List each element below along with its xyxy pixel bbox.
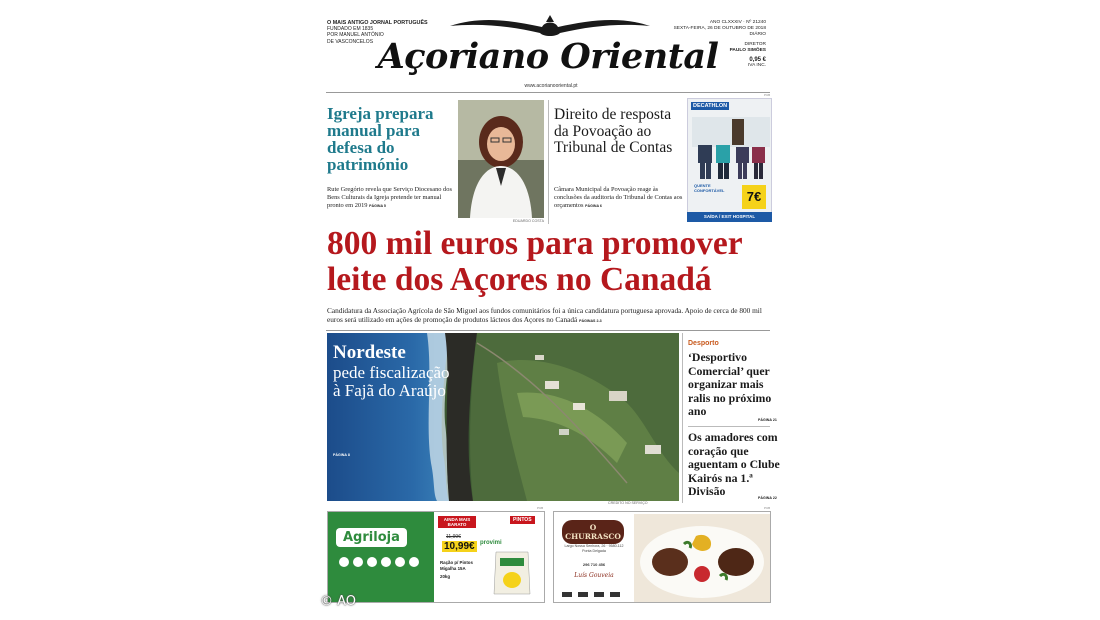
sport-story1-title[interactable]: ‘Desportivo Comercial’ quer organizar mais ralis no próximo ano [688,350,772,418]
story2-page-ref: PÁGINA 6 [585,204,602,208]
agriloja-badge: PINTOS [510,516,535,524]
story2-title[interactable]: Direito de resposta da Povoação ao Tribunal de Contas [554,106,673,156]
sidebar-divider [682,333,683,503]
feature-subtitle[interactable]: pede fiscalização à Fajã do Araújo [333,363,450,400]
feature-photo-credit: CREDITO NO SERVIÇO [608,501,648,505]
main-lead [327,306,777,326]
churrasco-phone: 296 710 456 [582,562,606,567]
director-label: DIRETOR [744,41,766,47]
sport-story1-page-ref: PÁGINA 21 [758,418,777,422]
story1-page-ref: PÁGINA 5 [369,204,386,208]
story1-photo-credit: EDUARDO COSTA [512,219,544,223]
masthead-right-info [656,20,766,69]
decathlon-offer: QUENTE CONFORTÁVEL [694,183,725,193]
edition-date: SEXTA-FEIRA, 26 DE OUTUBRO DE 2018 [673,26,766,32]
tracksuits-image [692,117,770,181]
director-name: PAULO SIMÕES [729,47,766,53]
copyright-watermark: © AO [320,594,357,609]
agriloja-ad[interactable] [327,511,545,603]
feed-bag-icon [492,548,532,596]
churrasco-signature: Luís Gouveia [574,572,614,579]
sport-story2-page-ref: PÁGINA 22 [758,496,777,500]
masthead-title[interactable]: Açoriano Oriental [377,36,719,77]
main-lead-text: Candidatura da Associação Agrícola de São Miguel aos fundos comunitários foi a única candidatura portuguesa aprovada. Apoio de cerca de 800 mil euros será utilizado em ações de promoção de produtos lácteos dos Açores no Canadá [327,306,762,324]
story1-title[interactable]: Igreja prepara manual para defesa do património [327,104,434,174]
sport-story2-title[interactable]: Os amadores com coração que aguentam o Clube Kairós na 1.ª Divisão [688,430,780,498]
sport-category[interactable]: Desporto [688,340,719,347]
pub-label-1: PUB [764,93,771,97]
price-note: IVA INC. [747,63,766,69]
agriloja-promo-label: AINDA MAIS BARATO [438,516,476,528]
cover-price: 0,95 € [749,57,766,64]
story1-summary [327,186,457,210]
pub-label-3: PUB [764,506,771,510]
newspaper-front-page [318,12,784,612]
masthead-founded-3: DE VASCONCELOS [327,38,374,45]
agriloja-old-price: 11,99€ [446,534,461,540]
agriloja-logo: Agriloja [336,528,407,547]
agriloja-price: 10,99€ [444,541,475,552]
main-headline[interactable]: 800 mil euros para promover leite dos Açores no Canadá [327,225,743,298]
churrasco-logo: O CHURRASCO [562,520,624,544]
story1-summary-text: Rute Gregório revela que Serviço Diocesano dos Bens Culturais da Igreja pretende ter manual pronto em 2019 [327,186,452,209]
meat-icons [560,590,630,599]
main-page-ref: PÁGINAS 2-3 [579,319,602,323]
animal-icons [338,556,426,568]
agriloja-product-desc: Ração p/ Pintos Migalha 15A [440,560,473,571]
masthead-divider [326,92,770,93]
portrait-image [458,100,544,218]
feature-page-ref: PÁGINA 8 [333,453,350,457]
edition-number: ANO CLXXXIV · Nº 21240 [709,20,766,25]
sidebar-rule [688,426,770,427]
pub-label-2: PUB [537,506,544,510]
decathlon-footer: SAÍDA / EXIT HOSPITAL [687,212,772,222]
decathlon-price: 7€ [742,185,766,209]
dish-photo [634,514,770,602]
decathlon-ad[interactable] [687,98,772,213]
story1-photo[interactable] [458,100,544,218]
churrasco-ad[interactable] [553,511,771,603]
masthead-tagline: O MAIS ANTIGO JORNAL PORTUGUÊS [327,20,428,26]
story2-summary [554,186,684,210]
agriloja-product-brand: provimi [480,540,502,546]
section-divider [326,330,770,331]
site-url[interactable]: www.acorianooriental.pt [524,83,578,89]
column-divider [548,100,549,224]
masthead-founded-2: POR MANUEL ANTÓNIO [327,32,384,39]
decathlon-brand: DECATHLON [693,103,728,109]
feature-title[interactable]: Nordeste [333,342,406,363]
masthead-founded-1: FUNDADO EM 1835 [327,26,374,33]
edition-frequency: DIÁRIO [749,32,766,38]
agriloja-weight: 20kg [440,574,451,579]
churrasco-address: Largo Nossa Senhora, 26 · 9580-112 Ponta Delgada [564,544,624,553]
story2-summary-text: Câmara Municipal da Povoação reage às conclusões da auditoria do Tribunal de Contas aos orçamentos [554,186,683,209]
